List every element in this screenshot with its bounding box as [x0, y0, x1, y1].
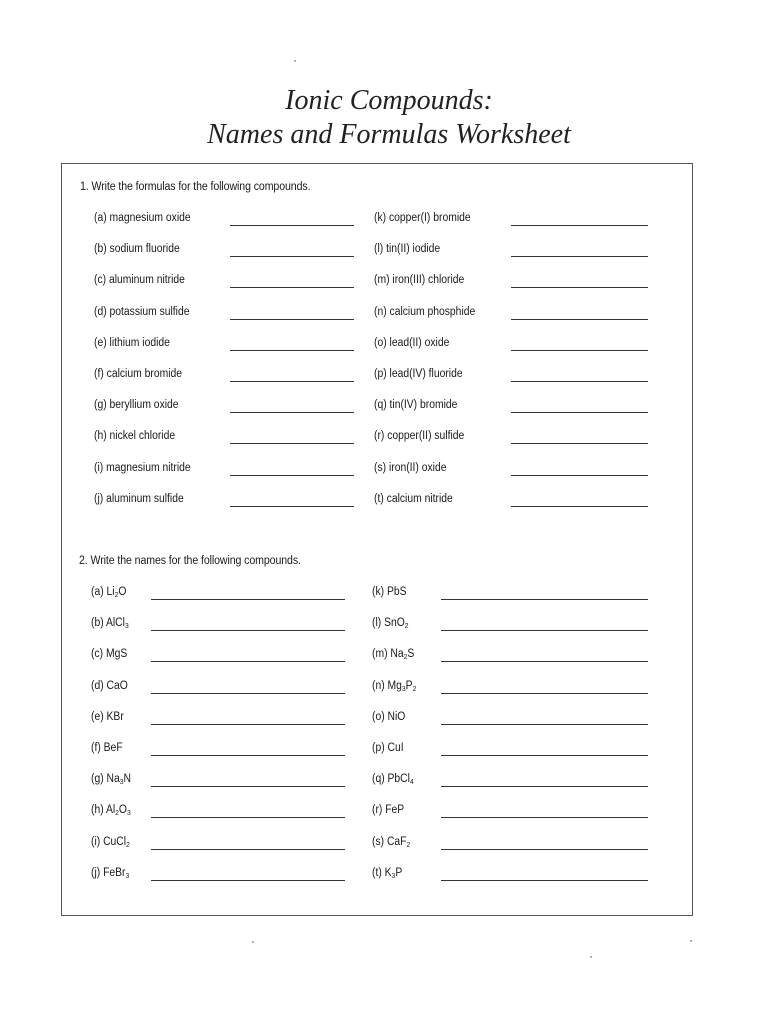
question-letter: (a): [94, 212, 110, 224]
question-letter: (i): [91, 835, 104, 848]
compound-formula: AlCl$_3$: [105, 617, 129, 631]
question-row: [372, 617, 648, 633]
answer-blank[interactable]: [511, 412, 648, 413]
question-label: [372, 617, 409, 629]
question-letter: (i): [94, 461, 107, 474]
question-row: [372, 711, 648, 727]
formula-subscript: 2: [412, 683, 417, 693]
question-letter: (s): [372, 835, 387, 848]
answer-blank[interactable]: [151, 599, 345, 600]
compound-formula: CuI: [387, 742, 404, 754]
question-row: [94, 493, 354, 509]
compound-formula: CuCl$_2$: [103, 835, 130, 849]
question-label: [374, 274, 464, 286]
question-row: [94, 399, 354, 415]
compound-name: calcium phosphide: [389, 305, 476, 318]
answer-blank[interactable]: [511, 443, 648, 444]
compound-name: magnesium oxide: [109, 212, 191, 224]
question-row: [372, 680, 648, 696]
answer-blank[interactable]: [511, 381, 648, 382]
question-row: [94, 368, 354, 384]
question-row: [94, 306, 354, 322]
question-row: [374, 368, 648, 384]
question-row: [94, 274, 354, 290]
question-label: [372, 648, 414, 660]
question-label: [94, 430, 175, 442]
answer-blank[interactable]: [441, 849, 648, 850]
question-label: [94, 368, 182, 380]
question-row: [91, 586, 345, 602]
answer-blank[interactable]: [441, 599, 648, 600]
compound-formula: CaF$_2$: [386, 835, 411, 849]
question-label: [94, 306, 189, 318]
compound-name: tin(IV) bromide: [389, 399, 458, 412]
question-row: [374, 243, 648, 259]
question-letter: (l): [372, 617, 385, 630]
question-letter: (o): [374, 336, 390, 349]
question-letter: (p): [372, 742, 388, 754]
question-label: [372, 804, 404, 816]
question-row: [94, 243, 354, 259]
answer-blank[interactable]: [511, 256, 648, 257]
question-row: [91, 773, 345, 789]
question-label: [94, 212, 191, 224]
formula-subscript: 4: [409, 777, 414, 787]
answer-blank[interactable]: [151, 630, 345, 631]
question-letter: (s): [374, 461, 389, 474]
question-label: [91, 617, 129, 629]
answer-blank[interactable]: [230, 412, 354, 413]
formula-subscript: 2: [404, 621, 409, 631]
compound-formula: FeP: [385, 804, 405, 817]
compound-formula: NiO: [387, 710, 406, 723]
scan-speck: [294, 60, 296, 62]
question-row: [94, 430, 354, 446]
formula-subscript: 3: [119, 777, 124, 787]
compound-formula: BeF: [103, 742, 123, 754]
answer-blank[interactable]: [441, 755, 648, 756]
question-letter: (e): [91, 710, 107, 723]
question-letter: (h): [91, 804, 106, 817]
compound-name: magnesium nitride: [106, 461, 191, 474]
question-row: [374, 337, 648, 353]
compound-name: beryllium oxide: [109, 399, 179, 412]
question-letter: (n): [372, 679, 388, 692]
answer-blank[interactable]: [441, 880, 648, 881]
compound-formula: $Mg_3P_2$: [387, 679, 417, 693]
question-letter: (h): [94, 430, 110, 443]
worksheet-title: [0, 84, 768, 152]
question-letter: (c): [91, 648, 106, 661]
answer-blank[interactable]: [230, 443, 354, 444]
question-letter: (d): [94, 305, 110, 318]
question-letter: (r): [374, 430, 388, 443]
question-letter: (c): [94, 274, 109, 287]
compound-name: nickel chloride: [109, 430, 176, 443]
question-label: [372, 867, 402, 879]
question-label: [372, 742, 404, 754]
question-row: [94, 462, 354, 478]
question-row: [374, 212, 648, 228]
question-label: [372, 680, 416, 692]
compound-formula: CaO: [106, 679, 128, 692]
question-row: [91, 836, 345, 852]
question-label: [91, 773, 131, 785]
compound-formula: $Li_2O$: [106, 586, 127, 599]
compound-name: lithium iodide: [109, 336, 170, 349]
question-letter: (g): [91, 773, 107, 786]
question-row: [374, 493, 648, 509]
answer-blank[interactable]: [230, 350, 354, 351]
question-letter: (q): [374, 399, 390, 412]
question-letter: (m): [374, 274, 393, 287]
question-letter: (b): [91, 617, 106, 630]
answer-blank[interactable]: [151, 693, 345, 694]
question-label: [94, 399, 179, 411]
question-label: [91, 648, 127, 660]
question-label: [374, 462, 446, 474]
formula-subscript: 2: [406, 839, 411, 849]
question-letter: (b): [94, 243, 110, 256]
answer-blank[interactable]: [441, 817, 648, 818]
scan-speck: [252, 941, 254, 943]
answer-blank[interactable]: [511, 319, 648, 320]
question-row: [372, 586, 648, 602]
compound-formula: MgS: [105, 648, 128, 661]
answer-blank[interactable]: [441, 724, 648, 725]
question-label: [91, 867, 129, 879]
question-letter: (q): [372, 773, 388, 786]
answer-blank[interactable]: [441, 661, 648, 662]
scan-speck: [590, 956, 592, 958]
formula-subscript: 2: [403, 652, 408, 662]
question-letter: (r): [372, 804, 386, 817]
compound-formula: $K_3P$: [384, 866, 403, 880]
compound-formula: SnO$_2$: [384, 617, 409, 631]
question-letter: (n): [374, 305, 390, 318]
question-row: [372, 836, 648, 852]
section-2-instruction: 2. Write the names for the following compounds.: [79, 555, 301, 567]
question-row: [94, 212, 354, 228]
question-row: [91, 867, 345, 883]
title-line-1: Ionic Compounds:: [285, 85, 493, 116]
scan-speck: [690, 940, 692, 942]
question-letter: (l): [374, 243, 387, 256]
answer-blank[interactable]: [230, 381, 354, 382]
answer-blank[interactable]: [151, 817, 345, 818]
question-label: [91, 680, 128, 692]
formula-subscript: 3: [125, 870, 130, 880]
compound-formula: KBr: [106, 710, 124, 723]
answer-blank[interactable]: [151, 661, 345, 662]
question-label: [374, 493, 453, 505]
question-row: [91, 617, 345, 633]
answer-blank[interactable]: [230, 506, 354, 507]
answer-blank[interactable]: [230, 287, 354, 288]
question-letter: (t): [374, 492, 387, 505]
compound-name: lead(II) oxide: [389, 336, 450, 349]
compound-name: aluminum sulfide: [106, 492, 184, 505]
question-letter: (e): [94, 336, 110, 349]
question-row: [372, 804, 648, 820]
answer-blank[interactable]: [230, 225, 354, 226]
answer-blank[interactable]: [151, 724, 345, 725]
question-row: [94, 337, 354, 353]
question-label: [372, 773, 414, 785]
question-row: [372, 648, 648, 664]
question-row: [91, 648, 345, 664]
question-label: [91, 586, 126, 598]
answer-blank[interactable]: [511, 350, 648, 351]
question-letter: (k): [372, 586, 387, 598]
answer-blank[interactable]: [441, 786, 648, 787]
question-letter: (t): [372, 866, 385, 879]
answer-blank[interactable]: [230, 319, 354, 320]
answer-blank[interactable]: [151, 755, 345, 756]
question-row: [374, 462, 648, 478]
answer-blank[interactable]: [441, 693, 648, 694]
question-letter: (j): [94, 492, 107, 505]
question-letter: (k): [374, 212, 389, 224]
compound-name: sodium fluoride: [109, 243, 180, 256]
question-letter: (f): [91, 742, 104, 754]
question-label: [94, 493, 184, 505]
question-label: [374, 430, 464, 442]
question-label: [374, 399, 457, 411]
answer-blank[interactable]: [511, 287, 648, 288]
question-label: [91, 711, 124, 723]
question-letter: (a): [91, 586, 107, 598]
question-row: [372, 773, 648, 789]
compound-name: calcium bromide: [106, 368, 183, 380]
question-label: [374, 212, 471, 224]
question-label: [91, 804, 131, 816]
answer-blank[interactable]: [230, 256, 354, 257]
answer-blank[interactable]: [230, 475, 354, 476]
answer-blank[interactable]: [441, 630, 648, 631]
question-label: [91, 742, 123, 754]
compound-formula: FeBr$_3$: [103, 866, 130, 880]
question-row: [91, 804, 345, 820]
formula-subscript: 2: [114, 590, 119, 599]
answer-blank[interactable]: [151, 880, 345, 881]
compound-name: lead(IV) fluoride: [389, 368, 463, 380]
question-label: [94, 462, 191, 474]
compound-formula: PbS: [386, 586, 407, 598]
question-label: [374, 337, 449, 349]
question-row: [91, 680, 345, 696]
question-row: [374, 430, 648, 446]
compound-name: aluminum nitride: [108, 274, 185, 287]
compound-formula: $Na_2S$: [390, 648, 415, 662]
question-label: [372, 711, 405, 723]
question-row: [374, 399, 648, 415]
question-letter: (g): [94, 399, 110, 412]
question-label: [374, 306, 475, 318]
title-line-2: Names and Formulas Worksheet: [207, 119, 571, 150]
question-label: [372, 836, 410, 848]
question-label: [374, 243, 440, 255]
question-label: [372, 586, 407, 598]
question-row: [91, 711, 345, 727]
answer-blank[interactable]: [511, 506, 648, 507]
question-row: [374, 306, 648, 322]
section-1-instruction: 1. Write the formulas for the following compounds.: [80, 181, 311, 193]
compound-name: tin(II) iodide: [386, 243, 441, 256]
question-letter: (d): [91, 679, 107, 692]
compound-formula: $Na_3N$: [106, 773, 131, 787]
answer-blank[interactable]: [151, 849, 345, 850]
question-row: [374, 274, 648, 290]
question-letter: (f): [94, 368, 107, 380]
answer-blank[interactable]: [151, 786, 345, 787]
formula-subscript: 3: [401, 683, 406, 693]
compound-formula: PbCl$_4$: [387, 773, 414, 787]
compound-formula: $Al_2O_3$: [105, 804, 131, 818]
question-row: [372, 742, 648, 758]
compound-name: calcium nitride: [386, 492, 453, 505]
formula-subscript: 2: [115, 808, 119, 818]
question-label: [94, 274, 185, 286]
formula-subscript: 2: [126, 839, 130, 849]
question-row: [372, 867, 648, 883]
compound-name: iron(II) oxide: [388, 461, 447, 474]
formula-subscript: 3: [391, 870, 396, 880]
question-letter: (j): [91, 866, 104, 879]
question-letter: (p): [374, 368, 390, 380]
question-label: [94, 337, 170, 349]
formula-subscript: 3: [124, 621, 129, 631]
question-label: [94, 243, 180, 255]
compound-name: potassium sulfide: [109, 305, 190, 318]
question-label: [91, 836, 130, 848]
question-row: [91, 742, 345, 758]
question-label: [374, 368, 463, 380]
question-letter: (m): [372, 648, 391, 661]
compound-name: copper(II) sulfide: [387, 430, 465, 443]
formula-subscript: 3: [126, 808, 131, 818]
question-letter: (o): [372, 710, 388, 723]
answer-blank[interactable]: [511, 225, 648, 226]
compound-name: copper(I) bromide: [388, 212, 471, 224]
compound-name: iron(III) chloride: [392, 274, 465, 287]
answer-blank[interactable]: [511, 475, 648, 476]
